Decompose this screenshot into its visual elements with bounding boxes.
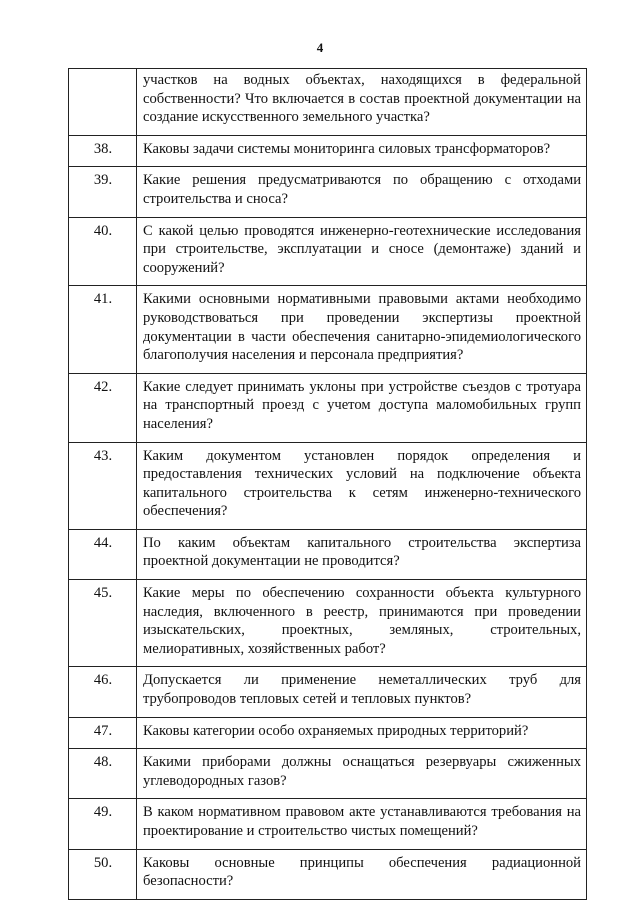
table-row [69, 135, 587, 167]
table-row [69, 580, 587, 667]
question-text: Какие меры по обеспечению сохранности объекта культурного наследия, включенного в реестр, принимаются при проведении изыскательских, проектных, земляных, строительных, мелиоративных, хозяйственных работ? [137, 580, 587, 667]
question-number: 50. [69, 849, 137, 899]
question-text: Какими приборами должны оснащаться резервуары сжиженных углеводородных газов? [137, 749, 587, 799]
question-number: 47. [69, 717, 137, 749]
question-text: Каковы категории особо охраняемых природных территорий? [137, 717, 587, 749]
question-text: Допускается ли применение неметаллических труб для трубопроводов тепловых сетей и тепловых пунктов? [137, 667, 587, 717]
question-number: 41. [69, 286, 137, 373]
question-number: 45. [69, 580, 137, 667]
question-text: Каковы задачи системы мониторинга силовых трансформаторов? [137, 135, 587, 167]
question-number: 42. [69, 373, 137, 442]
question-text: участков на водных объектах, находящихся в федеральной собственности? Что включается в состав проектной документации на создание искусственного земельного участка? [137, 69, 587, 136]
question-text: Какие решения предусматриваются по обращению с отходами строительства и сноса? [137, 167, 587, 217]
question-text: Каковы основные принципы обеспечения радиационной безопасности? [137, 849, 587, 899]
question-number: 39. [69, 167, 137, 217]
question-text: По каким объектам капитального строительства экспертиза проектной документации не проводится? [137, 529, 587, 579]
table-row [69, 373, 587, 442]
table-row [69, 217, 587, 286]
table-row [69, 799, 587, 849]
table-row [69, 667, 587, 717]
question-text: С какой целью проводятся инженерно-геотехнические исследования при строительстве, эксплуатации и сносе (демонтаже) зданий и сооружений? [137, 217, 587, 286]
table-row [69, 529, 587, 579]
question-number: 44. [69, 529, 137, 579]
question-text: Какими основными нормативными правовыми актами необходимо руководствоваться при проведении экспертизы проектной документации в части обеспечения санитарно-эпидемиологического благополучия населения и персонала предприятия? [137, 286, 587, 373]
table-row [69, 442, 587, 529]
table-row [69, 69, 587, 136]
table-row [69, 849, 587, 899]
question-text: В каком нормативном правовом акте устанавливаются требования на проектирование и строительство чистых помещений? [137, 799, 587, 849]
question-number: 38. [69, 135, 137, 167]
table-row [69, 749, 587, 799]
page-number: 4 [316, 40, 324, 55]
table-row [69, 167, 587, 217]
question-text: Каким документом установлен порядок определения и предоставления технических условий на подключение объекта капитального строительства к сетям инженерно-технического обеспечения? [137, 442, 587, 529]
table-row [69, 286, 587, 373]
question-number: 49. [69, 799, 137, 849]
question-number: 43. [69, 442, 137, 529]
question-number [69, 69, 137, 136]
questions-table [68, 68, 587, 900]
question-number: 48. [69, 749, 137, 799]
table-row [69, 717, 587, 749]
question-number: 46. [69, 667, 137, 717]
question-number: 40. [69, 217, 137, 286]
question-text: Какие следует принимать уклоны при устройстве съездов с тротуара на транспортный проезд с учетом доступа маломобильных групп населения? [137, 373, 587, 442]
